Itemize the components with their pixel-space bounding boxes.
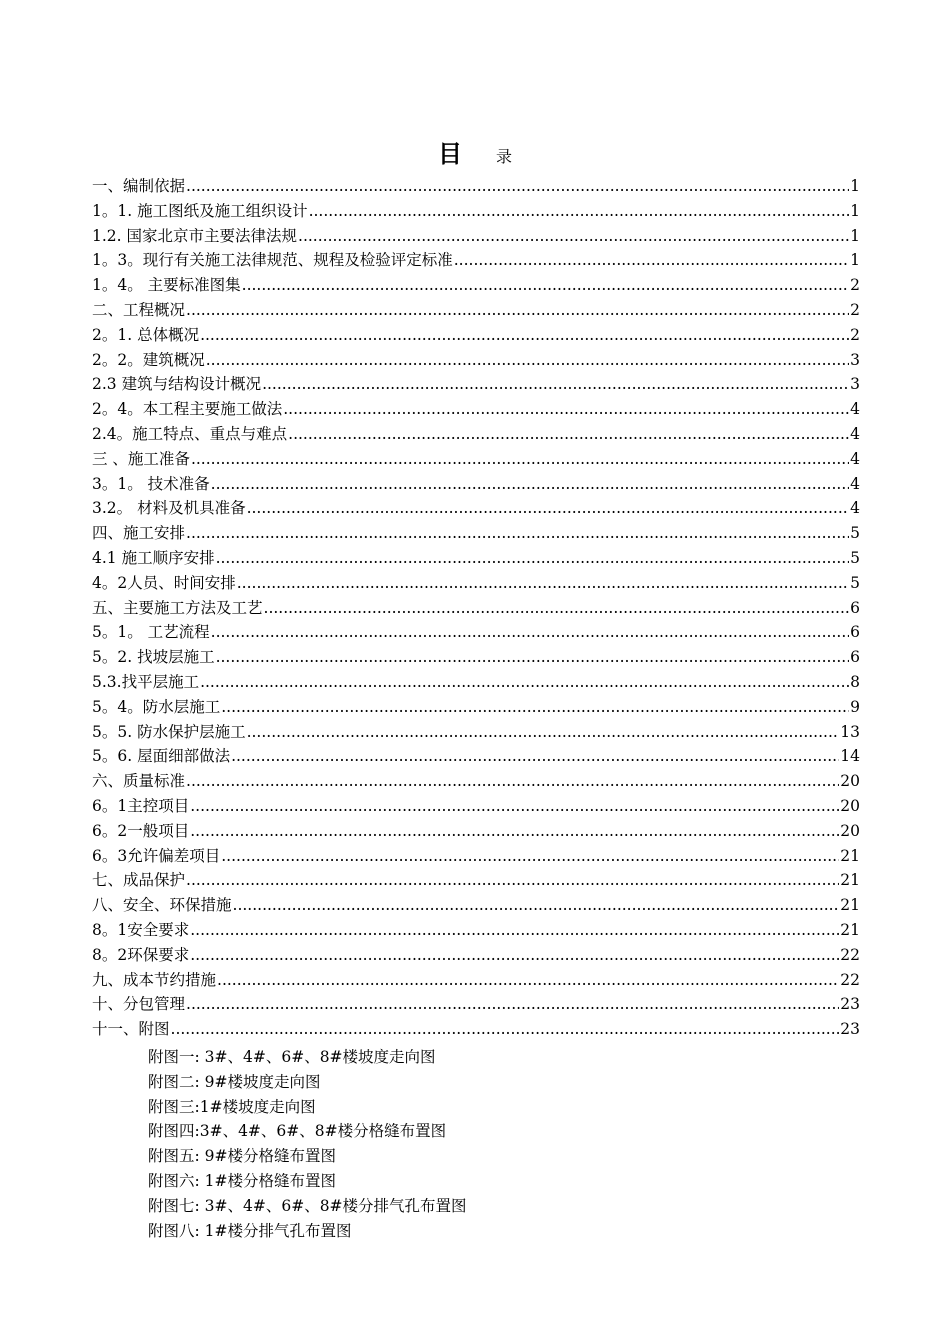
toc-entry-page: 2: [850, 325, 860, 344]
toc-leader-dots: [186, 769, 839, 794]
toc-entry-label: 九、成本节约措施: [92, 970, 217, 989]
toc-entry[interactable]: [92, 819, 860, 844]
toc-entry[interactable]: [92, 744, 860, 769]
toc-entry-label: 2.4。施工特点、重点与难点: [92, 424, 288, 443]
toc-entry-page: 22: [840, 945, 860, 964]
toc-entry-page: 3: [850, 350, 860, 369]
toc-leader-dots: [211, 472, 849, 497]
toc-entry-label: 八、安全、环保措施: [92, 896, 232, 915]
toc-entry-label: 1。4。 主要标准图集: [92, 276, 241, 295]
toc-entry-label: 8。1安全要求: [92, 920, 190, 939]
toc-entry[interactable]: [92, 472, 860, 497]
toc-entry-page: 1: [850, 177, 860, 195]
toc-leader-dots: [200, 670, 849, 695]
toc-entry-label: 5。5. 防水保护层施工: [92, 722, 246, 741]
appendix-item: 附图一: 3#、4#、6#、8#楼坡度走向图: [148, 1048, 436, 1066]
toc-entry[interactable]: [92, 174, 860, 199]
toc-leader-dots: [221, 844, 839, 869]
toc-leader-dots: [216, 546, 850, 571]
toc-entry-label: 4.1 施工顺序安排: [92, 548, 215, 567]
appendix-item: 附图八: 1#楼分排气孔布置图: [148, 1221, 352, 1240]
toc-title: [0, 134, 950, 169]
toc-entry-label: 七、成品保护: [92, 871, 186, 890]
appendix-item: 附图三:1#楼坡度走向图: [148, 1097, 316, 1116]
toc-entry-page: 23: [840, 1020, 860, 1039]
toc-entry-label: 5.3.找平层施工: [92, 672, 200, 691]
toc-leader-dots: [186, 174, 849, 199]
appendix-item: 附图四:3#、4#、6#、8#楼分格缝布置图: [148, 1122, 447, 1141]
toc-leader-dots: [233, 893, 840, 918]
toc-entry-page: 22: [840, 970, 860, 989]
toc-entry-label: 2.3 建筑与结构设计概况: [92, 375, 262, 394]
toc-entry-label: 十、分包管理: [92, 995, 186, 1014]
toc-entry[interactable]: [92, 918, 860, 943]
toc-entry-page: 1: [850, 226, 860, 245]
toc-leader-dots: [217, 968, 839, 993]
toc-entry[interactable]: [92, 372, 860, 397]
toc-entry-page: 14: [840, 747, 860, 766]
toc-leader-dots: [191, 447, 849, 472]
toc-entry[interactable]: [92, 794, 860, 819]
toc-entry[interactable]: [92, 769, 860, 794]
toc-leader-dots: [454, 248, 849, 273]
toc-leader-dots: [206, 348, 849, 373]
toc-entry[interactable]: [92, 943, 860, 968]
toc-entry-label: 六、质量标准: [92, 772, 186, 791]
toc-entry-page: 20: [840, 796, 860, 815]
toc-entry[interactable]: [92, 645, 860, 670]
toc-entry[interactable]: [92, 496, 860, 521]
toc-entry[interactable]: [92, 348, 860, 373]
toc-entry[interactable]: [92, 248, 860, 273]
toc-leader-dots: [264, 596, 850, 621]
toc-entry-label: 四、施工安排: [92, 524, 186, 543]
toc-leader-dots: [231, 744, 839, 769]
toc-entry-page: 6: [850, 598, 860, 617]
toc-entry[interactable]: [92, 596, 860, 621]
toc-leader-dots: [186, 521, 849, 546]
toc-leader-dots: [190, 819, 839, 844]
toc-entry-label: 6。2一般项目: [92, 821, 190, 840]
appendix-item: 附图五: 9#楼分格缝布置图: [148, 1147, 336, 1166]
toc-entry-label: 2。1. 总体概况: [92, 325, 200, 344]
toc-entry-label: 二、工程概况: [92, 300, 186, 319]
toc-entry-page: 4: [850, 400, 860, 419]
toc-entry[interactable]: [92, 720, 860, 745]
toc-leader-dots: [247, 720, 840, 745]
toc-leader-dots: [288, 422, 849, 447]
toc-leader-dots: [237, 571, 849, 596]
toc-entry-page: 21: [840, 871, 860, 890]
toc-entry-page: 9: [850, 697, 860, 716]
toc-entry-page: 13: [840, 722, 860, 741]
toc-entry[interactable]: [92, 968, 860, 993]
toc-entry-label: 1。3。现行有关施工法律规范、规程及检验评定标准: [92, 251, 453, 270]
toc-entry-label: 4。2人员、时间安排: [92, 573, 236, 592]
toc-entry[interactable]: [92, 422, 860, 447]
toc-entry-page: 1: [850, 251, 860, 270]
toc-entry-label: 2。2。建筑概况: [92, 350, 205, 369]
toc-entry[interactable]: [92, 224, 860, 249]
table-of-contents: [92, 174, 860, 1042]
toc-leader-dots: [171, 1017, 840, 1042]
toc-entry[interactable]: [92, 893, 860, 918]
toc-entry-page: 23: [840, 995, 860, 1014]
toc-entry[interactable]: [92, 992, 860, 1017]
toc-leader-dots: [190, 918, 839, 943]
toc-leader-dots: [186, 298, 849, 323]
toc-entry-page: 4: [850, 449, 860, 468]
toc-entry-page: 20: [840, 821, 860, 840]
toc-entry[interactable]: [92, 670, 860, 695]
toc-entry[interactable]: [92, 298, 860, 323]
toc-entry-label: 6。1主控项目: [92, 796, 190, 815]
toc-entry-label: 3。1。 技术准备: [92, 474, 210, 493]
toc-leader-dots: [190, 943, 839, 968]
toc-leader-dots: [190, 794, 839, 819]
toc-entry[interactable]: [92, 199, 860, 224]
toc-leader-dots: [216, 645, 850, 670]
toc-leader-dots: [200, 323, 849, 348]
toc-entry-page: 4: [850, 424, 860, 443]
toc-entry-label: 五、主要施工方法及工艺: [92, 598, 263, 617]
toc-leader-dots: [186, 868, 839, 893]
toc-entry[interactable]: [92, 397, 860, 422]
toc-entry-label: 2。4。本工程主要施工做法: [92, 400, 283, 419]
appendix-item: 附图六: 1#楼分格缝布置图: [148, 1171, 336, 1190]
toc-entry-label: 十一、附图: [92, 1020, 170, 1039]
toc-leader-dots: [186, 992, 839, 1017]
toc-entry[interactable]: [92, 323, 860, 348]
toc-entry-label: 1.2. 国家北京市主要法律法规: [92, 226, 298, 245]
toc-entry-page: 6: [850, 648, 860, 667]
toc-entry-label: 5。4。防水层施工: [92, 697, 221, 716]
toc-entry-label: 3.2。 材料及机具准备: [92, 499, 246, 518]
appendix-item: 附图二: 9#楼坡度走向图: [148, 1072, 321, 1091]
toc-leader-dots: [242, 273, 849, 298]
appendix-list: [148, 1045, 467, 1243]
toc-entry[interactable]: [92, 521, 860, 546]
toc-entry-label: 6。3允许偏差项目: [92, 846, 221, 865]
toc-entry-label: 5。1。 工艺流程: [92, 623, 210, 642]
toc-entry-page: 2: [850, 276, 860, 295]
toc-entry-label: 1。1. 施工图纸及施工组织设计: [92, 201, 308, 220]
toc-title-main: 目: [437, 139, 462, 168]
toc-entry-page: 5: [850, 524, 860, 543]
toc-entry-page: 1: [850, 201, 860, 220]
toc-entry-page: 20: [840, 772, 860, 791]
toc-entry-page: 21: [840, 846, 860, 865]
toc-leader-dots: [283, 397, 849, 422]
toc-entry[interactable]: [92, 447, 860, 472]
toc-entry-page: 2: [850, 300, 860, 319]
toc-entry[interactable]: [92, 695, 860, 720]
toc-leader-dots: [309, 199, 850, 224]
appendix-item: 附图七: 3#、4#、6#、8#楼分排气孔布置图: [148, 1196, 467, 1215]
toc-entry[interactable]: [92, 868, 860, 893]
toc-leader-dots: [221, 695, 849, 720]
toc-entry-label: 5。6. 屋面细部做法: [92, 747, 231, 766]
toc-entry-page: 5: [850, 548, 860, 567]
toc-entry-page: 6: [850, 623, 860, 642]
toc-leader-dots: [298, 224, 849, 249]
toc-leader-dots: [211, 620, 849, 645]
toc-entry-page: 21: [840, 920, 860, 939]
toc-entry-page: 4: [850, 474, 860, 493]
toc-entry[interactable]: [92, 571, 860, 596]
toc-entry[interactable]: [92, 1017, 860, 1042]
toc-leader-dots: [247, 496, 850, 521]
toc-entry-label: 三 、施工准备: [92, 449, 190, 468]
toc-entry[interactable]: [92, 273, 860, 298]
toc-entry-label: 一、编制依据: [92, 177, 186, 195]
toc-entry-page: 4: [850, 499, 860, 518]
toc-entry[interactable]: [92, 546, 860, 571]
toc-entry[interactable]: [92, 844, 860, 869]
toc-entry-page: 5: [850, 573, 860, 592]
toc-entry-page: 8: [850, 672, 860, 691]
toc-entry-label: 8。2环保要求: [92, 945, 190, 964]
toc-entry-page: 21: [840, 896, 860, 915]
toc-leader-dots: [262, 372, 849, 397]
toc-title-sub: 录: [495, 147, 512, 166]
toc-entry-label: 5。2. 找坡层施工: [92, 648, 215, 667]
toc-entry-page: 3: [850, 375, 860, 394]
toc-entry[interactable]: [92, 620, 860, 645]
